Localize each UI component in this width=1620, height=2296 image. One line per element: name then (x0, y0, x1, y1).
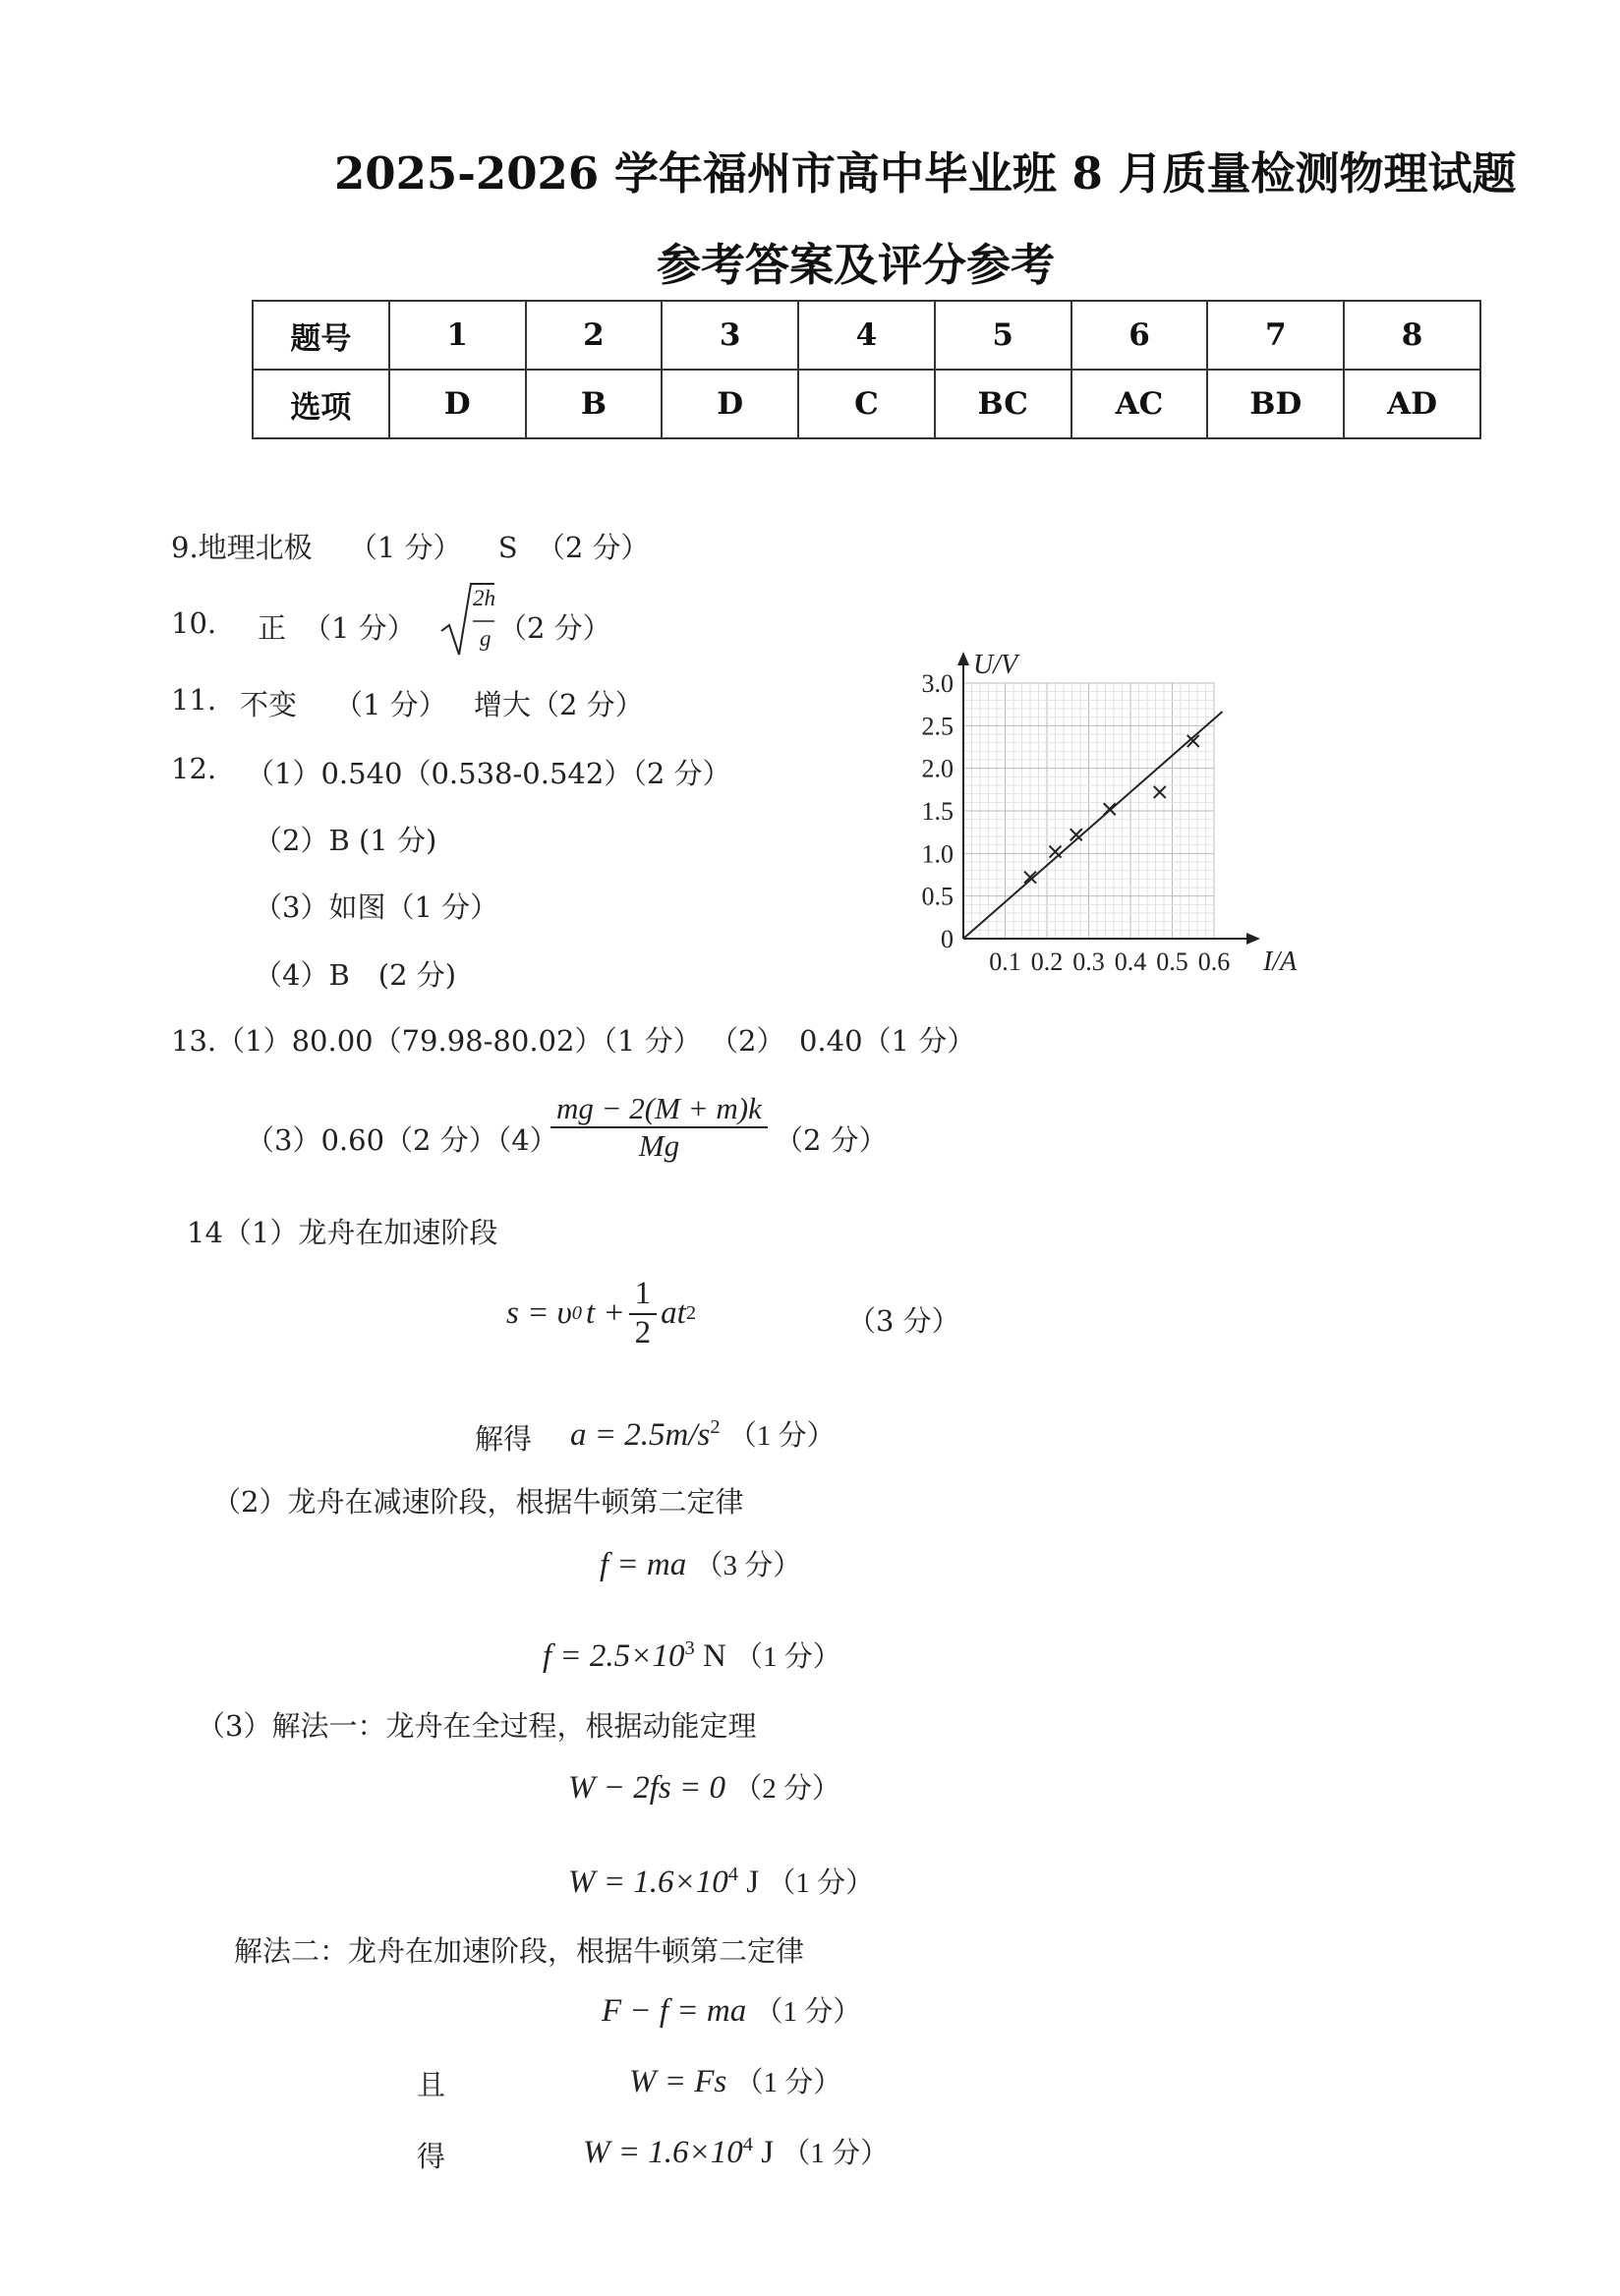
table-cell: AC (1071, 370, 1208, 438)
q10-score-b: （2 分） (498, 611, 611, 645)
x-tick-label: 0.3 (1072, 947, 1105, 976)
q14-get-label: 得 (417, 2140, 446, 2173)
q11-answer-b: 增大（2 分） (474, 688, 644, 721)
q12-part1: （1）0.540（0.538-0.542）（2 分） (246, 757, 731, 790)
q14-eq5 (568, 1766, 840, 1807)
y-tick-label: 1.0 (921, 839, 954, 869)
table-cell: BD (1207, 370, 1344, 438)
q9-answer-a: 9.地理北极 (171, 531, 313, 564)
q13-line1b: （2） 0.40（1 分） (710, 1024, 976, 1058)
q14-eq8 (629, 2060, 841, 2100)
x-tick-label: 0.4 (1114, 947, 1147, 976)
q10-number: 10. (171, 606, 217, 640)
q14-eq4-unit: N (702, 1638, 726, 1674)
q10-score-a: （1 分） (303, 611, 416, 645)
q14-eq7-text: F − f = ma (602, 1993, 747, 2029)
q13-line1: 13.（1）80.00（79.98-80.02）（1 分） (171, 1024, 702, 1058)
q9-line (171, 526, 650, 566)
y-axis-label: U/V (973, 650, 1018, 680)
q12-part3: （3）如图（1 分） (254, 890, 499, 924)
q11-score-a: （1 分） (334, 688, 447, 721)
q13-frac-num: mg − 2(M + m)k (550, 1091, 768, 1128)
table-cell: 8 (1344, 301, 1480, 370)
q14-eq9-score: （1 分） (781, 2138, 890, 2169)
q11-answer-a: 不变 (240, 688, 298, 721)
q14-eq7-score: （1 分） (754, 1996, 862, 2028)
page-subtitle: 参考答案及评分参考 (657, 239, 1056, 291)
q10-radicand-den: g (480, 626, 492, 651)
q14-eq9-unit: J (761, 2135, 775, 2170)
q14-solve-label: 解得 (475, 1422, 533, 1456)
table-row (253, 370, 1480, 438)
table-cell: D (389, 370, 526, 438)
y-tick-label: 0.5 (921, 882, 954, 911)
chart-grid (963, 683, 1214, 939)
q14-and-label: 且 (417, 2068, 446, 2101)
table-cell: D (662, 370, 798, 438)
q14-eq9 (583, 2131, 889, 2171)
q14-eq1-lhs: s = υ (506, 1295, 572, 1332)
y-tick-label: 2.0 (921, 754, 954, 783)
x-tick-label: 0.5 (1156, 947, 1188, 976)
q14-eq1-frac-num: 1 (629, 1276, 658, 1315)
q14-eq1-score: （3 分） (847, 1304, 960, 1338)
y-tick-label: 1.5 (921, 797, 954, 826)
q14-eq9-sup: 4 (742, 2134, 753, 2155)
y-tick-label: 3.0 (921, 669, 954, 698)
table-header-cell: 选项 (253, 370, 389, 438)
q14-eq1-sub: 0 (571, 1302, 582, 1325)
q14-intro: 14（1）龙舟在加速阶段 (187, 1216, 498, 1249)
q14-eq2-score: （1 分） (727, 1420, 836, 1452)
q14-eq8-score: （1 分） (734, 2067, 842, 2098)
q14-part3: （3）解法一：龙舟在全过程，根据动能定理 (197, 1709, 757, 1743)
q14-eq3-score: （3 分） (694, 1550, 802, 1581)
u-i-chart (885, 629, 1317, 983)
q12-part4: （4）B (2 分) (254, 958, 457, 992)
q14-eq2-sup: 2 (710, 1416, 721, 1438)
q14-eq1-sup: 2 (685, 1302, 697, 1325)
q14-method2: 解法二：龙舟在加速阶段，根据牛顿第二定律 (234, 1934, 805, 1968)
q14-eq2-text: a = 2.5m/s (570, 1417, 711, 1453)
q14-eq1-tail: at (661, 1295, 686, 1332)
q14-eq6-text: W = 1.6×10 (568, 1865, 728, 1900)
q14-eq6-unit: J (746, 1865, 760, 1900)
q9-score-b: （2 分） (536, 531, 650, 564)
table-header-cell: 题号 (253, 301, 389, 370)
q14-part2: （2）龙舟在减速阶段，根据牛顿第二定律 (212, 1485, 744, 1519)
q14-eq5-text: W − 2fs = 0 (568, 1770, 726, 1806)
x-axis-arrow (1246, 933, 1260, 945)
y-tick-label: 2.5 (921, 712, 954, 741)
q14-eq7 (602, 1989, 861, 2030)
q10-answer-a: 正 (258, 611, 287, 645)
q11-number: 11. (171, 683, 217, 717)
x-tick-label: 0.6 (1197, 947, 1231, 976)
q14-eq1 (506, 1276, 696, 1352)
q13-fraction (550, 1091, 768, 1163)
table-cell: 2 (526, 301, 663, 370)
q9-score-a: （1 分） (348, 531, 462, 564)
q14-eq6 (568, 1861, 874, 1901)
q14-eq6-score: （1 分） (767, 1867, 875, 1899)
q10-radicand-num: 2h (473, 586, 495, 610)
table-cell: 1 (389, 301, 526, 370)
q13-part3: （3）0.60（2 分）（4） (246, 1123, 558, 1157)
chart-axes (957, 652, 1260, 945)
y-axis-arrow (957, 652, 969, 665)
y-tick-label: 0 (941, 925, 954, 953)
q14-eq4 (543, 1635, 841, 1675)
table-cell: AD (1344, 370, 1480, 438)
q14-eq3 (600, 1543, 801, 1583)
x-axis-label: I/A (1263, 947, 1298, 977)
q12-part2: （2）B (1 分) (254, 824, 437, 857)
x-tick-label: 0.2 (1030, 947, 1064, 976)
q14-eq3-text: f = ma (600, 1547, 687, 1582)
q14-eq1-mid: t + (585, 1295, 625, 1332)
q13-part4-score: （2 分） (775, 1123, 888, 1157)
table-row (253, 301, 1480, 370)
table-cell: C (798, 370, 935, 438)
q14-eq1-frac-den: 2 (634, 1314, 652, 1350)
table-cell: 3 (662, 301, 798, 370)
q14-eq4-sup: 3 (684, 1637, 695, 1659)
table-cell: 4 (798, 301, 935, 370)
q13-frac-den: Mg (638, 1127, 680, 1163)
q14-eq6-sup: 4 (727, 1864, 738, 1885)
q14-eq5-score: （2 分） (733, 1773, 841, 1805)
q14-eq9-text: W = 1.6×10 (583, 2135, 743, 2170)
q12-number: 12. (171, 752, 217, 785)
x-tick-label: 0.1 (989, 947, 1021, 976)
page-title: 2025-2026 学年福州市高中毕业班 8 月质量检测物理试题 (334, 147, 1517, 200)
q9-answer-b: S (497, 531, 518, 564)
q14-eq4-text: f = 2.5×10 (543, 1638, 685, 1674)
table-cell: 6 (1071, 301, 1208, 370)
table-cell: 7 (1207, 301, 1344, 370)
q14-eq8-text: W = Fs (629, 2064, 727, 2099)
table-cell: 5 (935, 301, 1071, 370)
q14-eq4-score: （1 分） (734, 1641, 841, 1673)
table-cell: BC (935, 370, 1071, 438)
table-cell: B (526, 370, 663, 438)
answer-table (252, 300, 1481, 439)
q14-eq2 (570, 1413, 836, 1454)
